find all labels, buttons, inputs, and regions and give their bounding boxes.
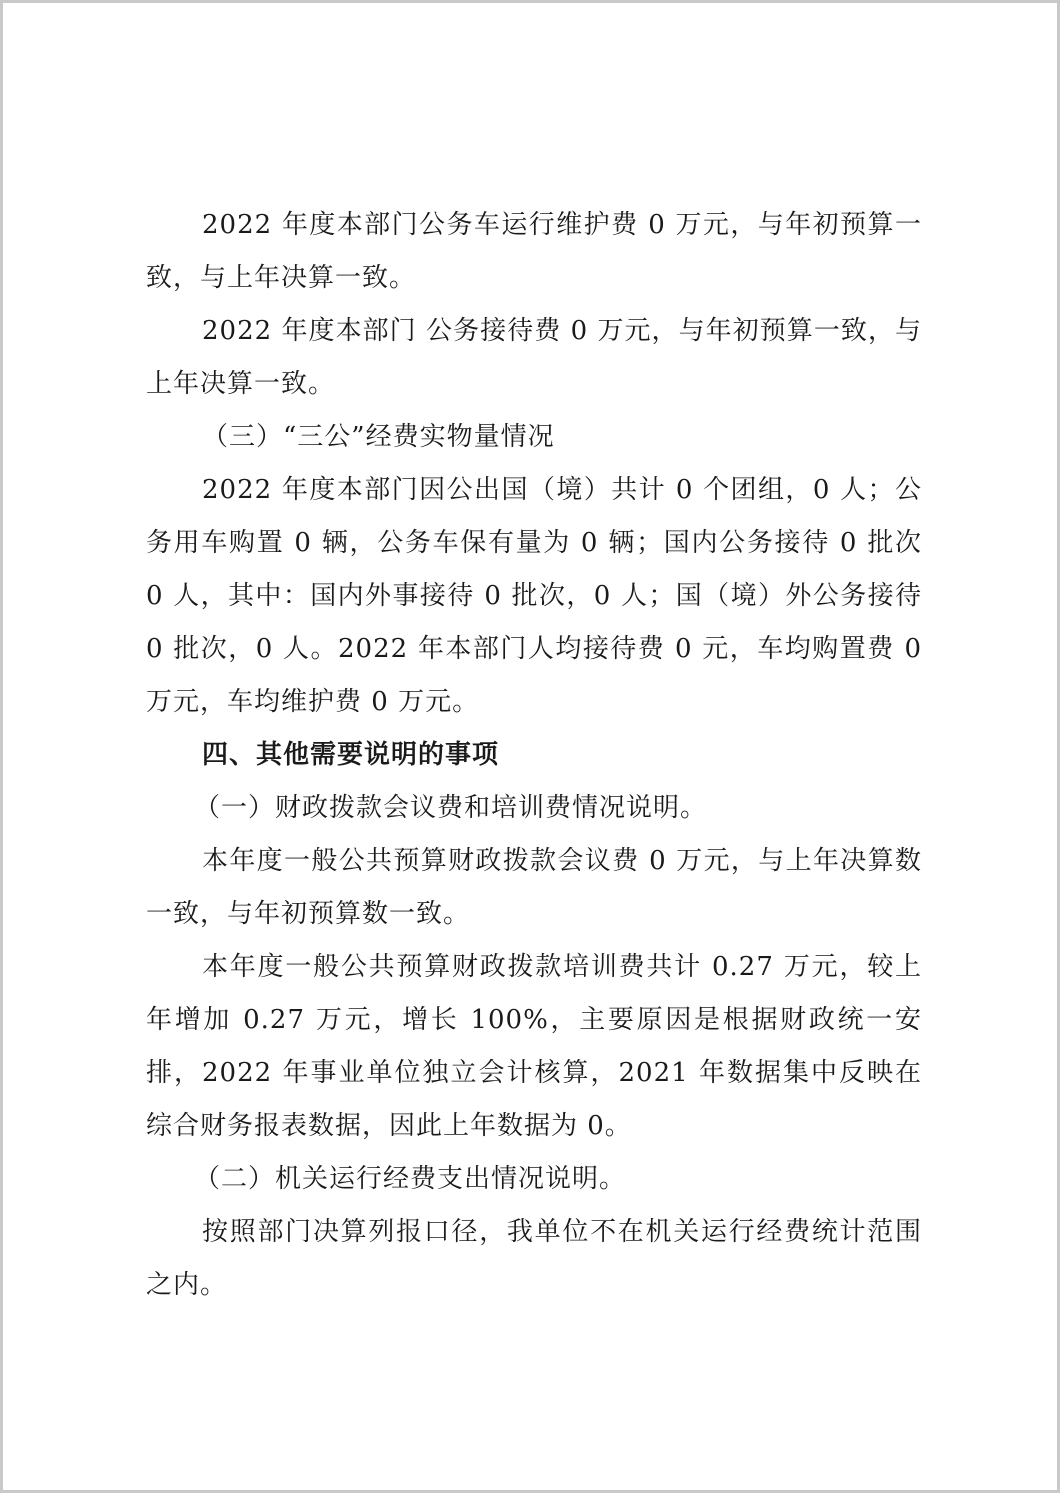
paragraph-vehicle-maintenance: 2022 年度本部门公务车运行维护费 0 万元，与年初预算一致，与上年决算一致。 [146, 210, 922, 293]
section-three-public-physical: （三）“三公”经费实物量情况 [202, 422, 555, 452]
section-four-heading: 四、其他需要说明的事项 [202, 740, 500, 770]
paragraph-operating-expenses: 按照部门决算列报口径，我单位不在机关运行经费统计范围之内。 [146, 1217, 922, 1300]
subsection-operating-expenses: （二）机关运行经费支出情况说明。 [194, 1164, 627, 1194]
paragraph-meeting-fee: 本年度一般公共预算财政拨款会议费 0 万元，与上年决算数一致，与年初预算数一致。 [146, 846, 922, 929]
paragraph-physical-quantity: 2022 年度本部门因公出国（境）共计 0 个团组，0 人；公务用车购置 0 辆，公务车保有量为 0 辆；国内公务接待 0 批次 0 人，其中：国内外事接待 0 批次，0 人；国（境）外公务接待 0 批次，0 人。2022 年本部门人均接待费 0 元，车均购置费 0 万元，车均维护费 0 万元。 [146, 475, 922, 717]
paragraph-training-fee: 本年度一般公共预算财政拨款培训费共计 0.27 万元，较上年增加 0.27 万元，增长 100%，主要原因是根据财政统一安排，2022 年事业单位独立会计核算，2021 年数据集中反映在综合财务报表数据，因此上年数据为 0。 [146, 952, 922, 1141]
subsection-meeting-training: （一）财政拨款会议费和培训费情况说明。 [194, 793, 708, 823]
document-body [146, 199, 922, 1312]
paragraph-reception-fee: 2022 年度本部门 公务接待费 0 万元，与年初预算一致，与上年决算一致。 [146, 316, 922, 399]
